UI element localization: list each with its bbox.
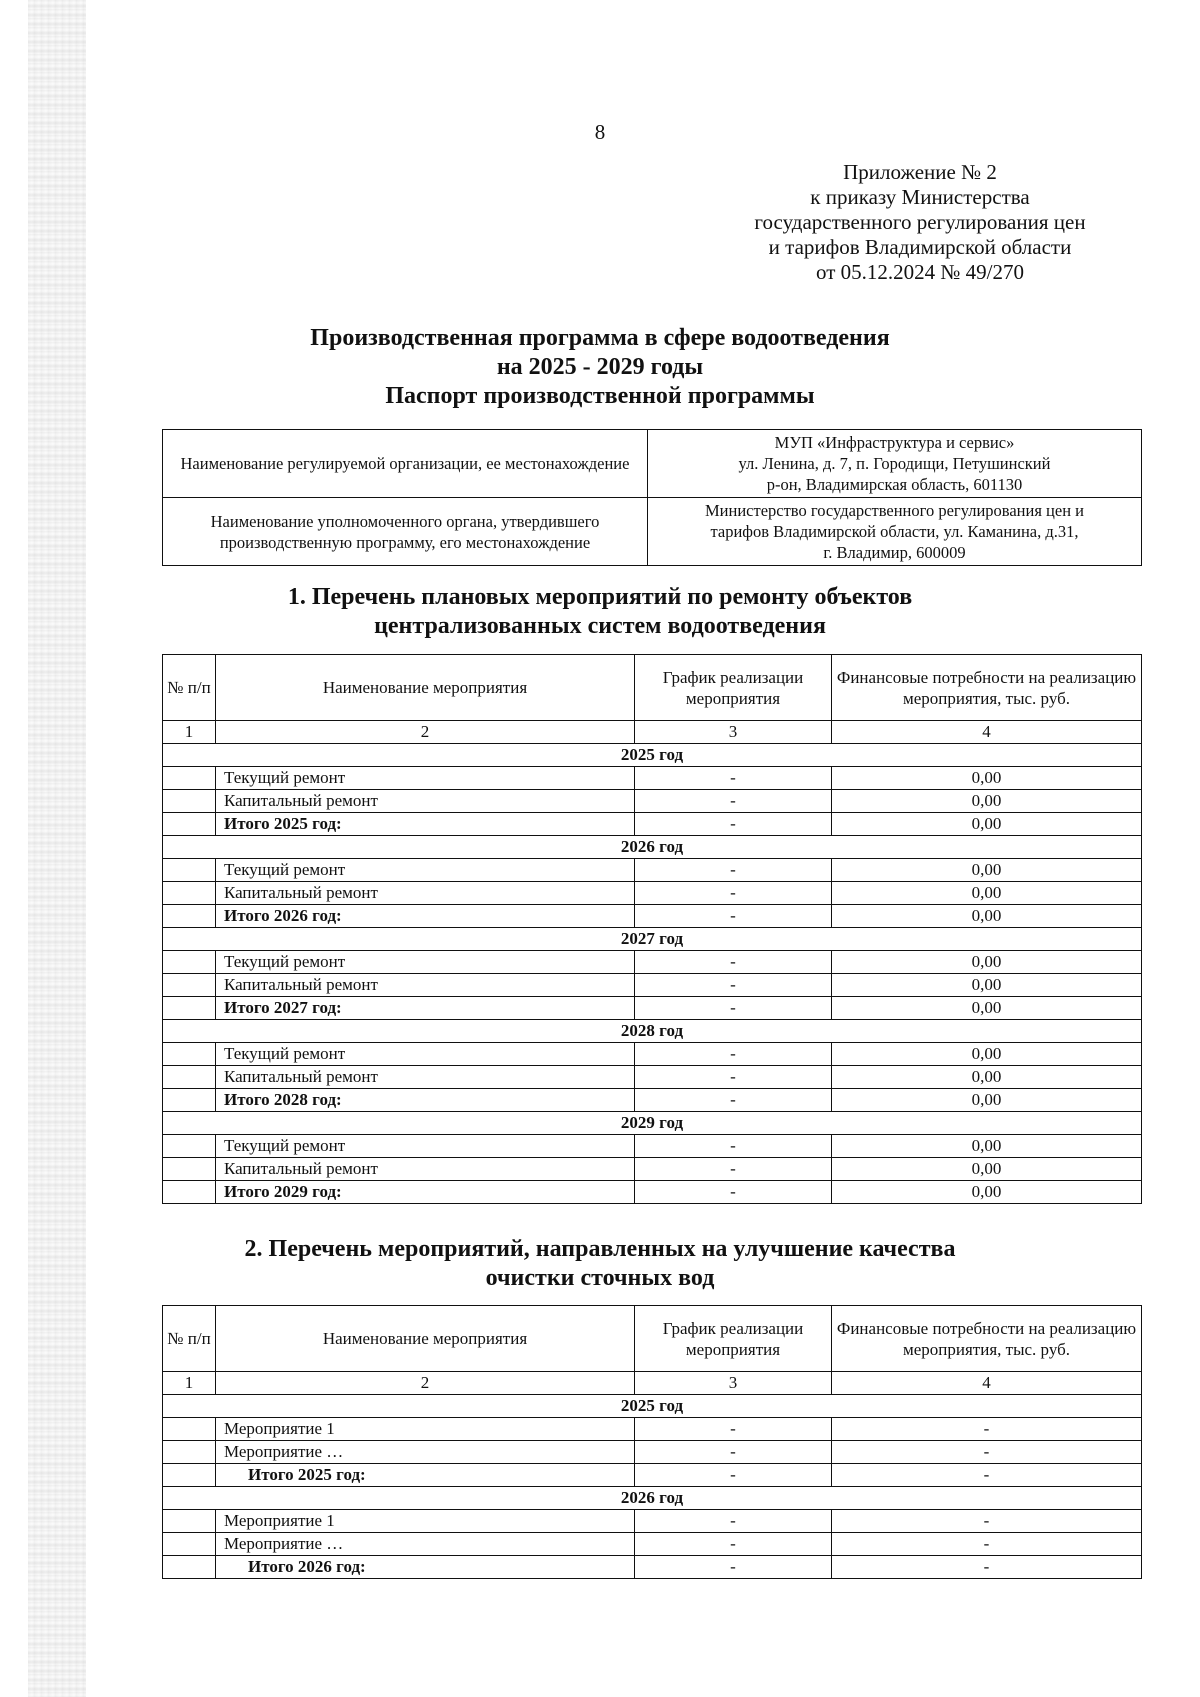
year-row [163, 1020, 1142, 1043]
row-number-cell [163, 1418, 216, 1441]
schedule-cell: - [635, 1089, 832, 1112]
amount-cell: 0,00 [832, 813, 1142, 836]
row-number-cell [163, 905, 216, 928]
table-row [163, 1043, 1142, 1066]
table-row [163, 767, 1142, 790]
year-label: 2026 год [163, 1487, 1142, 1510]
schedule-cell: - [635, 974, 832, 997]
amount-cell: - [832, 1533, 1142, 1556]
year-row [163, 1112, 1142, 1135]
schedule-cell: - [635, 1158, 832, 1181]
amount-cell: 0,00 [832, 1043, 1142, 1066]
total-label: Итого 2025 год: [216, 813, 635, 836]
column-number: 2 [216, 1372, 635, 1395]
row-number-cell [163, 1135, 216, 1158]
section2-title-line: очистки сточных вод [485, 1265, 715, 1291]
table-header-row [163, 655, 1142, 721]
table-header-row [163, 1306, 1142, 1372]
table-row [163, 974, 1142, 997]
total-label: Итого 2025 год: [216, 1464, 635, 1487]
schedule-cell: - [635, 951, 832, 974]
row-number-cell [163, 951, 216, 974]
schedule-cell: - [635, 1181, 832, 1204]
row-number-cell [163, 813, 216, 836]
column-header: Финансовые потребности на реализацию мероприятия, тыс. руб. [832, 655, 1142, 721]
column-number: 4 [832, 1372, 1142, 1395]
schedule-cell: - [635, 767, 832, 790]
activity-name: Мероприятие 1 [216, 1510, 635, 1533]
row-number-cell [163, 1158, 216, 1181]
passport-value [648, 430, 1142, 498]
total-label: Итого 2027 год: [216, 997, 635, 1020]
year-row [163, 928, 1142, 951]
activity-name: Капитальный ремонт [216, 882, 635, 905]
row-number-cell [163, 1441, 216, 1464]
table-row [163, 1418, 1142, 1441]
table-row [163, 1089, 1142, 1112]
year-label: 2028 год [163, 1020, 1142, 1043]
amount-cell: 0,00 [832, 974, 1142, 997]
passport-label: Наименование уполномоченного органа, утвердившего производственную программу, его местонахождение [163, 498, 648, 566]
amount-cell: - [832, 1418, 1142, 1441]
amount-cell: 0,00 [832, 951, 1142, 974]
row-number-cell [163, 1510, 216, 1533]
table-row [163, 790, 1142, 813]
passport-value-line: Министерство государственного регулирования цен и [705, 501, 1084, 520]
schedule-cell: - [635, 905, 832, 928]
year-label: 2025 год [163, 1395, 1142, 1418]
amount-cell: 0,00 [832, 1181, 1142, 1204]
table-row [163, 905, 1142, 928]
amount-cell: - [832, 1441, 1142, 1464]
program-title-line: Производственная программа в сфере водоотведения [310, 325, 890, 351]
schedule-cell: - [635, 1464, 832, 1487]
activity-name: Текущий ремонт [216, 767, 635, 790]
row-number-cell [163, 997, 216, 1020]
section1-title-line: централизованных систем водоотведения [374, 613, 826, 639]
total-label: Итого 2026 год: [216, 1556, 635, 1579]
passport-value [648, 498, 1142, 566]
schedule-cell: - [635, 1533, 832, 1556]
total-label: Итого 2028 год: [216, 1089, 635, 1112]
section2-title [0, 1235, 1200, 1293]
program-title [0, 324, 1200, 411]
schedule-cell: - [635, 997, 832, 1020]
column-number-row [163, 721, 1142, 744]
amount-cell: 0,00 [832, 997, 1142, 1020]
program-title-line: на 2025 - 2029 годы [496, 354, 704, 380]
table-row [163, 1135, 1142, 1158]
schedule-cell: - [635, 1418, 832, 1441]
activity-name: Мероприятие 1 [216, 1418, 635, 1441]
year-label: 2029 год [163, 1112, 1142, 1135]
year-row [163, 744, 1142, 767]
amount-cell: 0,00 [832, 1066, 1142, 1089]
row-number-cell [163, 882, 216, 905]
total-label: Итого 2029 год: [216, 1181, 635, 1204]
amount-cell: - [832, 1510, 1142, 1533]
row-number-cell [163, 1556, 216, 1579]
schedule-cell: - [635, 1556, 832, 1579]
table-row [163, 813, 1142, 836]
activity-name: Текущий ремонт [216, 951, 635, 974]
row-number-cell [163, 1066, 216, 1089]
amount-cell: 0,00 [832, 1135, 1142, 1158]
year-row [163, 836, 1142, 859]
amount-cell: 0,00 [832, 1089, 1142, 1112]
schedule-cell: - [635, 790, 832, 813]
row-number-cell [163, 790, 216, 813]
column-header: График реализации мероприятия [635, 655, 832, 721]
amount-cell: 0,00 [832, 767, 1142, 790]
column-number: 1 [163, 1372, 216, 1395]
passport-value-line: г. Владимир, 600009 [823, 543, 966, 562]
column-header: График реализации мероприятия [635, 1306, 832, 1372]
activity-name: Мероприятие … [216, 1533, 635, 1556]
schedule-cell: - [635, 882, 832, 905]
activity-name: Капитальный ремонт [216, 1158, 635, 1181]
amount-cell: - [832, 1556, 1142, 1579]
section1-title-line: 1. Перечень плановых мероприятий по ремонту объектов [287, 584, 913, 610]
row-number-cell [163, 1089, 216, 1112]
table-row [163, 1441, 1142, 1464]
passport-title: Паспорт производственной программы [385, 383, 815, 409]
table-row [163, 1066, 1142, 1089]
section2-table [162, 1305, 1142, 1579]
schedule-cell: - [635, 1441, 832, 1464]
schedule-cell: - [635, 1043, 832, 1066]
column-header: № п/п [163, 1306, 216, 1372]
row-number-cell [163, 1533, 216, 1556]
schedule-cell: - [635, 1066, 832, 1089]
year-row [163, 1395, 1142, 1418]
schedule-cell: - [635, 1135, 832, 1158]
row-number-cell [163, 974, 216, 997]
appendix-line: государственного регулирования цен [754, 210, 1086, 234]
amount-cell: 0,00 [832, 905, 1142, 928]
amount-cell: 0,00 [832, 790, 1142, 813]
activity-name: Капитальный ремонт [216, 1066, 635, 1089]
row-number-cell [163, 1043, 216, 1066]
column-header: Финансовые потребности на реализацию мероприятия, тыс. руб. [832, 1306, 1142, 1372]
page-number: 8 [594, 120, 606, 144]
passport-value-line: р-он, Владимирская область, 601130 [766, 475, 1023, 494]
table-row [163, 1464, 1142, 1487]
column-number: 2 [216, 721, 635, 744]
column-number-row [163, 1372, 1142, 1395]
table-row [163, 1533, 1142, 1556]
appendix-line: от 05.12.2024 № 49/270 [815, 260, 1025, 284]
column-number: 3 [635, 721, 832, 744]
table-row [163, 1510, 1142, 1533]
activity-name: Мероприятие … [216, 1441, 635, 1464]
schedule-cell: - [635, 859, 832, 882]
column-header: Наименование мероприятия [216, 655, 635, 721]
row-number-cell [163, 1464, 216, 1487]
year-row [163, 1487, 1142, 1510]
table-row [163, 882, 1142, 905]
amount-cell: 0,00 [832, 859, 1142, 882]
table-row [163, 951, 1142, 974]
activity-name: Текущий ремонт [216, 1135, 635, 1158]
passport-value-line: МУП «Инфраструктура и сервис» [774, 433, 1015, 452]
year-label: 2025 год [163, 744, 1142, 767]
activity-name: Текущий ремонт [216, 1043, 635, 1066]
column-number: 4 [832, 721, 1142, 744]
schedule-cell: - [635, 1510, 832, 1533]
appendix-line: Приложение № 2 [843, 160, 997, 184]
section2-title-line: 2. Перечень мероприятий, направленных на улучшение качества [244, 1236, 956, 1262]
appendix-line: к приказу Министерства [810, 185, 1030, 209]
passport-value-line: тарифов Владимирской области, ул. Каманина, д.31, [710, 522, 1079, 541]
activity-name: Капитальный ремонт [216, 974, 635, 997]
section1-title [0, 583, 1200, 641]
amount-cell: - [832, 1464, 1142, 1487]
year-label: 2027 год [163, 928, 1142, 951]
activity-name: Капитальный ремонт [216, 790, 635, 813]
column-header: № п/п [163, 655, 216, 721]
appendix-line: и тарифов Владимирской области [768, 235, 1072, 259]
amount-cell: 0,00 [832, 882, 1142, 905]
table-row [163, 859, 1142, 882]
table-row [163, 1181, 1142, 1204]
table-row [163, 1158, 1142, 1181]
activity-name: Текущий ремонт [216, 859, 635, 882]
row-number-cell [163, 767, 216, 790]
table-row [163, 997, 1142, 1020]
total-label: Итого 2026 год: [216, 905, 635, 928]
schedule-cell: - [635, 813, 832, 836]
year-label: 2026 год [163, 836, 1142, 859]
scan-edge-noise [28, 0, 86, 1697]
passport-table [162, 429, 1142, 566]
passport-label: Наименование регулируемой организации, ее местонахождение [163, 430, 648, 498]
appendix-header [720, 160, 1120, 285]
table-row [163, 1556, 1142, 1579]
column-number: 3 [635, 1372, 832, 1395]
passport-value-line: ул. Ленина, д. 7, п. Городищи, Петушинский [738, 454, 1051, 473]
section1-table [162, 654, 1142, 1204]
column-header: Наименование мероприятия [216, 1306, 635, 1372]
amount-cell: 0,00 [832, 1158, 1142, 1181]
row-number-cell [163, 859, 216, 882]
row-number-cell [163, 1181, 216, 1204]
column-number: 1 [163, 721, 216, 744]
